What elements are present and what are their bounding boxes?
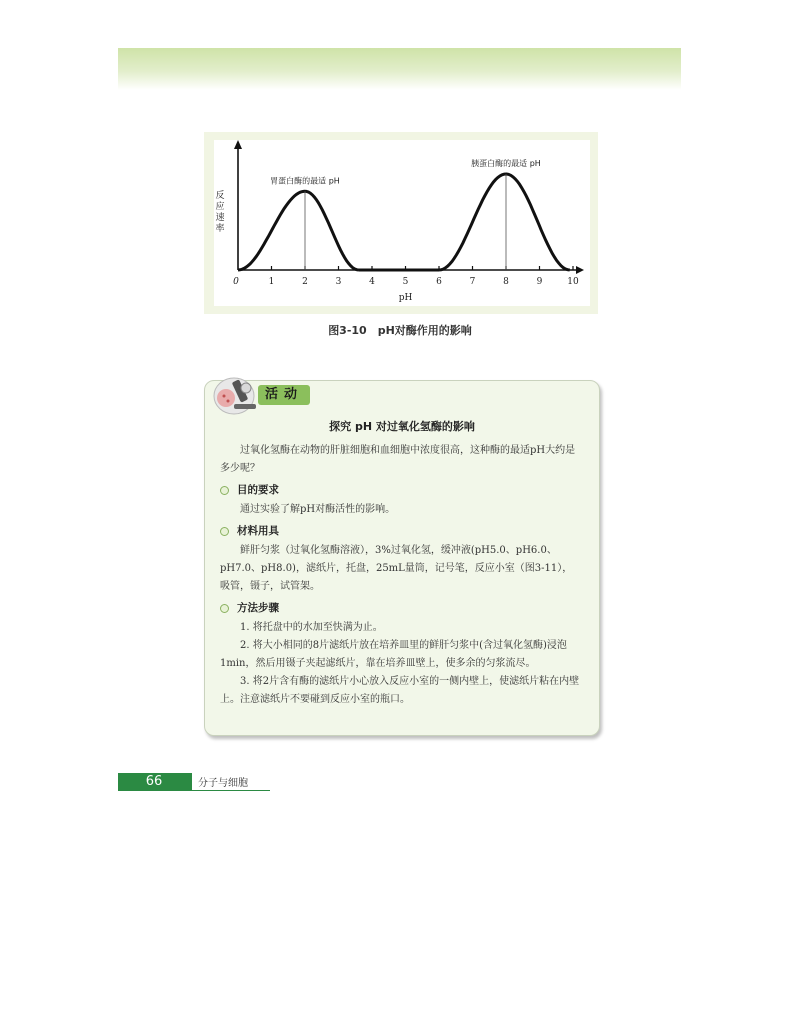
x-tick-label: 4 — [369, 277, 375, 287]
chart-panel — [204, 132, 598, 314]
enzyme-ph-chart — [214, 140, 590, 306]
x-tick-label: 2 — [302, 277, 308, 287]
bullet-icon — [220, 486, 229, 495]
bullet-icon — [220, 527, 229, 536]
x-tick-label: 10 — [567, 277, 579, 287]
x-tick-label: 3 — [335, 277, 342, 287]
section-paragraph: 鲜肝匀浆（过氧化氢酶溶液），3%过氧化氢，缓冲液(pH5.0、pH6.0、pH7.0、pH8.0)，滤纸片，托盘，25mL量筒，记号笔，反应小室（图3-11），吸管，镊子，试管架。 — [220, 545, 573, 592]
series-curve — [439, 174, 570, 270]
section-heading: 目的要求 — [220, 481, 582, 499]
activity-body — [220, 442, 582, 709]
figure-caption: 图3-10 pH对酶作用的影响 — [328, 324, 472, 337]
chart-area — [214, 140, 590, 306]
section-paragraph: 通过实验了解pH对酶活性的影响。 — [240, 504, 396, 515]
activity-title: 探究 pH 对过氧化氢酶的影响 — [329, 420, 475, 433]
bullet-icon — [220, 604, 229, 613]
x-axis-arrow — [576, 266, 584, 274]
series-curve — [238, 191, 359, 270]
peak-annotation: 胰蛋白酶的最适 pH — [471, 159, 541, 168]
x-tick-label: 0 — [233, 277, 239, 287]
section-heading: 材料用具 — [220, 522, 582, 540]
step-paragraph: 3. 将2片含有酶的滤纸片小心放入反应小室的一侧内壁上，使滤纸片粘在内壁上。注意滤纸片不要碰到反应小室的瓶口。 — [220, 676, 580, 705]
y-axis-label: 反应速率 — [215, 191, 225, 234]
section-heading: 方法步骤 — [220, 599, 582, 617]
activity-intro: 过氧化氢酶在动物的肝脏细胞和血细胞中浓度很高，这种酶的最适pH大约是多少呢？ — [220, 445, 576, 474]
book-title: 分子与细胞 — [198, 778, 248, 789]
x-tick-label: 6 — [436, 277, 442, 287]
page-number: 66 — [118, 773, 190, 791]
step-paragraph: 1. 将托盘中的水加至快满为止。 — [240, 622, 383, 633]
footer-divider — [190, 773, 192, 791]
x-tick-label: 7 — [469, 277, 476, 287]
activity-tab: 活动 — [258, 385, 310, 405]
step-paragraph: 2. 将大小相同的8片滤纸片放在培养皿里的鲜肝匀浆中(含过氧化氢酶)浸泡1min，然后用镊子夹起滤纸片，靠在培养皿壁上，使多余的匀浆流尽。 — [220, 640, 567, 669]
x-tick-label: 8 — [503, 277, 509, 287]
y-axis-arrow — [234, 140, 242, 149]
header-band — [118, 48, 681, 90]
x-tick-label: 9 — [536, 277, 543, 287]
x-axis-label: pH — [398, 293, 413, 303]
x-tick-label: 1 — [268, 277, 275, 287]
peak-annotation: 胃蛋白酶的最适 pH — [270, 176, 340, 186]
footer-underline — [192, 790, 270, 791]
x-tick-label: 5 — [402, 277, 409, 287]
